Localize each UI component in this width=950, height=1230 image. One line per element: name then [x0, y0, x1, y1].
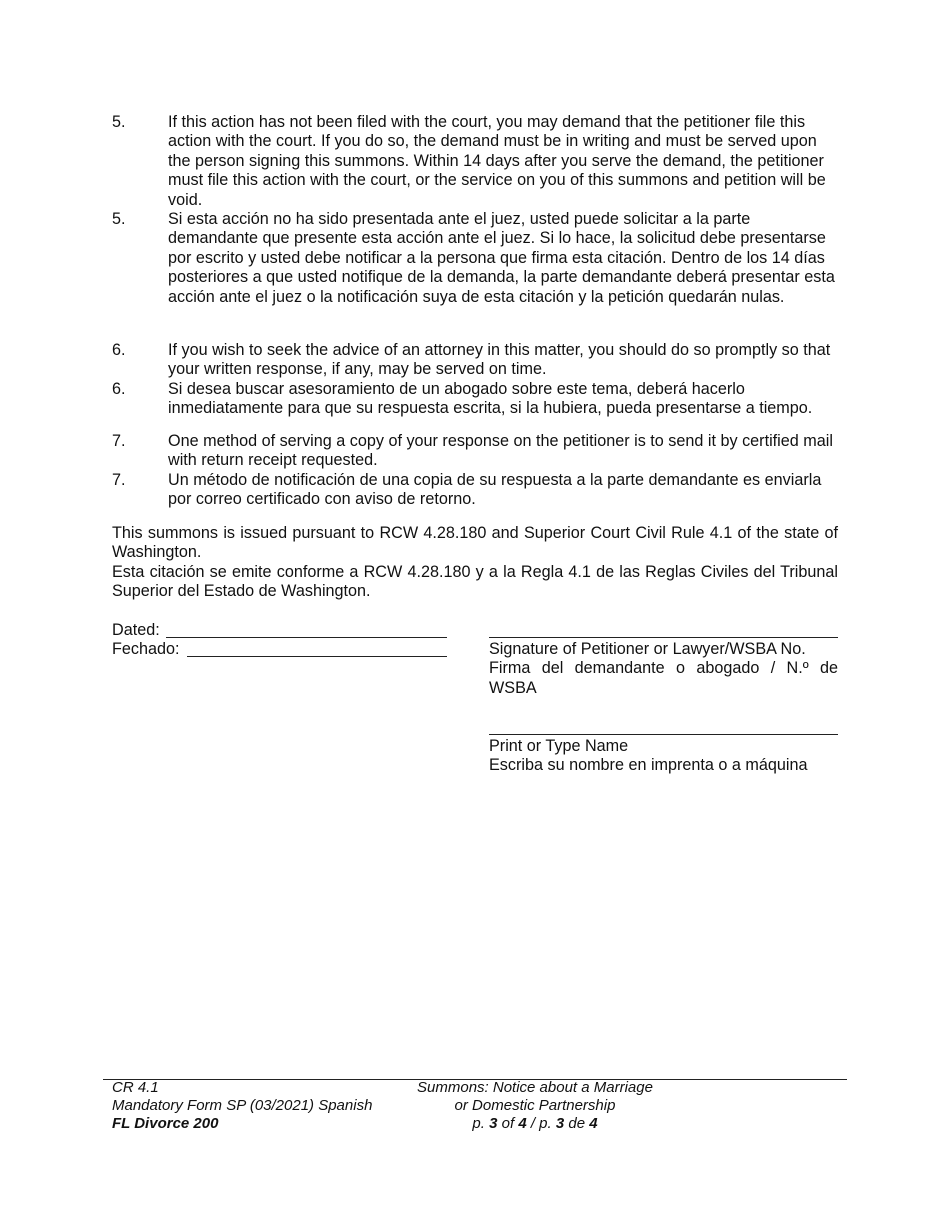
- clause-7-es: [112, 471, 842, 510]
- clause-text: Si esta acción no ha sido presentada ante el juez, usted puede solicitar a la parte demandante que presente esta acción ante el juez. Si lo hace, la solicitud debe presentarse por escrito y usted debe notificar a la persona que firma esta citación. Dentro de los 14 días posteriores a que usted notifique de la demanda, la parte demandante deberá presentar esta acción ante el juez o la notificación suya de esta citación y la petición quedarán nulas.: [168, 210, 835, 306]
- clause-text: If you wish to seek the advice of an attorney in this matter, you should do so promptly so that your written response, if any, may be served on time.: [168, 341, 831, 379]
- dated-field[interactable]: [166, 637, 447, 638]
- clause-text: If this action has not been filed with the court, you may demand that the petitioner file this action with the court. If you do so, the demand must be in writing and must be served upon the person signing this summons. Within 14 days after you serve the demand, the petitioner must file this action with the court, or the service on you of this summons and petition will be void.: [168, 113, 826, 209]
- page-current: 3: [489, 1115, 498, 1133]
- page-of: of: [501, 1115, 515, 1133]
- clause-6-es: [112, 380, 842, 419]
- clause-7-en: [112, 432, 842, 471]
- page-prefix: p.: [472, 1115, 485, 1133]
- fechado-field[interactable]: [187, 656, 447, 657]
- page-total-es: 4: [589, 1115, 598, 1133]
- signature-line[interactable]: [489, 637, 838, 638]
- footer-left: [112, 1079, 372, 1134]
- clause-number: 6.: [112, 341, 126, 359]
- footer-form-id: Mandatory Form SP (03/2021) Spanish: [112, 1097, 373, 1115]
- clause-number: 7.: [112, 471, 126, 489]
- clause-number: 6.: [112, 380, 126, 398]
- clause-text: One method of serving a copy of your response on the petitioner is to send it by certified mail with return receipt requested.: [168, 432, 833, 470]
- clause-5-en: [112, 113, 842, 210]
- page-total: 4: [518, 1115, 527, 1133]
- issued-statement-en: This summons is issued pursuant to RCW 4.28.180 and Superior Court Civil Rule 4.1 of the state of Washington.: [112, 524, 838, 562]
- clause-number: 5.: [112, 210, 126, 228]
- dated-label: Dated:: [112, 621, 160, 639]
- footer-form-code: [112, 1115, 372, 1133]
- page-de: de: [568, 1115, 586, 1133]
- print-name-label-es: Escriba su nombre en imprenta o a máquina: [489, 756, 808, 775]
- page-current-es: 3: [555, 1115, 565, 1133]
- footer-rule-ref: CR 4.1: [112, 1079, 159, 1096]
- print-name-label-en: Print or Type Name: [489, 737, 629, 755]
- clause-number: 7.: [112, 432, 126, 450]
- footer-title-line2: or Domestic Partnership: [454, 1097, 616, 1115]
- page-separator: / p.: [530, 1115, 552, 1133]
- signature-caption: [489, 640, 838, 698]
- fechado-label: Fechado:: [112, 640, 180, 658]
- clause-text: Un método de notificación de una copia de su respuesta a la parte demandante es enviarla por correo certificado con aviso de retorno.: [168, 471, 822, 509]
- clause-number: 5.: [112, 113, 126, 131]
- footer-title-line1: Summons: Notice about a Marriage: [417, 1079, 653, 1096]
- clause-text: Si desea buscar asesoramiento de un abogado sobre este tema, deberá hacerlo inmediatamente para que su respuesta escrita, si la hubiera, pueda presentarse a tiempo.: [168, 380, 813, 418]
- page-number: [410, 1115, 660, 1133]
- print-name-line[interactable]: [489, 734, 838, 735]
- form-code-text: FL Divorce 200: [112, 1115, 219, 1133]
- print-name-caption: [489, 737, 838, 776]
- issued-statement-es: Esta citación se emite conforme a RCW 4.28.180 y a la Regla 4.1 de las Reglas Civiles del Tribunal Superior del Estado de Washington.: [112, 563, 838, 601]
- signature-label-en: Signature of Petitioner or Lawyer/WSBA No.: [489, 640, 806, 658]
- signature-label-es: Firma del demandante o abogado / N.º de WSBA: [489, 659, 838, 697]
- clause-5-es: [112, 210, 842, 307]
- clause-6-en: [112, 341, 842, 380]
- footer-center: [410, 1079, 660, 1134]
